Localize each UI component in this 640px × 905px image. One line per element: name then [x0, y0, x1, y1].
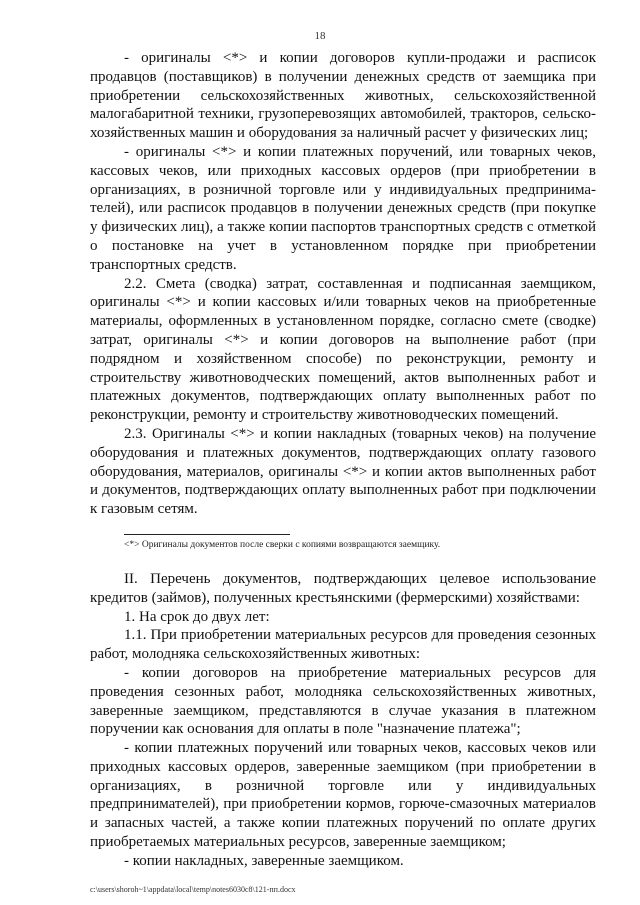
paragraph: 2.2. Смета (сводка) затрат, составленная и подписанная заемщиком, оригиналы <*> и копии кассовых и/или товарных чеков на приобретенные материалы, оформленных в установленном порядке, согласно смете (сводке) затрат, оригиналы <*> и копии договоров на выполнение работ (при подрядном и хозяйственном способе) по реконструкции, ремонту и строительству животноводческих помещений, актов выполненных работ и платежных документов, подтверждающих оплату выполненных работ по реконструкции, ремонту и строительству животноводческих помещений.: [90, 275, 596, 424]
paragraph: - копии накладных, заверенные заемщиком.: [124, 852, 404, 869]
section-2: [90, 570, 596, 871]
footnote-section: [90, 534, 596, 552]
paragraph: 1.1. При приобретении материальных ресурсов для проведения сезонных работ, молодняка сельскохозяйственных животных:: [90, 627, 596, 663]
document-body: [90, 49, 596, 871]
paragraph: - копии договоров на приобретение материальных ресурсов для проведения сезонных работ, молодняка сельскохозяйственных животных, заверенные заемщиком, представляются в случае указания в платежном поручении как основания для оплаты в поле "назначение платежа";: [90, 664, 596, 738]
page-number: 18: [314, 30, 326, 42]
footnote-divider: [124, 534, 290, 535]
paragraph: - копии платежных поручений или товарных чеков, кассовых чеков или приходных кассовых ордеров, заверенные заемщиком (при приобретении в организациях, в розничной торговле или у индивидуальных предпринимателей), при приобретении кормов, горюче-смазочных материалов и запасных частей, а также копии платежных поручений по оплате других приобретаемых материальных ресурсов, заверенные заемщиком;: [90, 740, 596, 851]
footnote: <*> Оригиналы документов после сверки с копиями возвращаются заемщику.: [124, 539, 441, 550]
file-path: c:\users\shoroh~1\appdata\local\temp\notes6030c8\121-пп.docx: [90, 885, 296, 894]
section-heading: II. Перечень документов, подтверждающих целевое использование кредитов (займов), полученных крестьянскими (фермерскими) хозяйствами:: [90, 570, 596, 606]
paragraph: - оригиналы <*> и копии договоров купли-продажи и расписок продавцов (поставщиков) в получении денежных средств от заемщика при приобретении сельскохозяйственных животных, сельскохозяйственной малогабаритной техники, грузоперевозящих автомобилей, тракторов, сельско-хозяйственных машин и оборудования за наличный расчет у физических лиц;: [90, 50, 596, 142]
paragraph: - оригиналы <*> и копии платежных поручений, или товарных чеков, кассовых чеков, или приходных кассовых ордеров (при приобретении в организациях, в розничной торговле или у индивидуальных предпринима-телей), или расписок продавцов в получении денежных средств (при покупке у физических лиц), а также копии паспортов транспортных средств с отметкой о постановке на учет в установленном порядке при приобретении транспортных средств.: [90, 143, 596, 273]
paragraph: 1. На срок до двух лет:: [124, 608, 270, 625]
paragraph: 2.3. Оригиналы <*> и копии накладных (товарных чеков) на получение оборудования и платежных документов, подтверждающих оплату газового оборудования, материалов, оригиналы <*> и копии актов выполненных работ и документов, подтверждающих оплату выполненных работ при подключении к газовым сетям.: [90, 425, 596, 518]
